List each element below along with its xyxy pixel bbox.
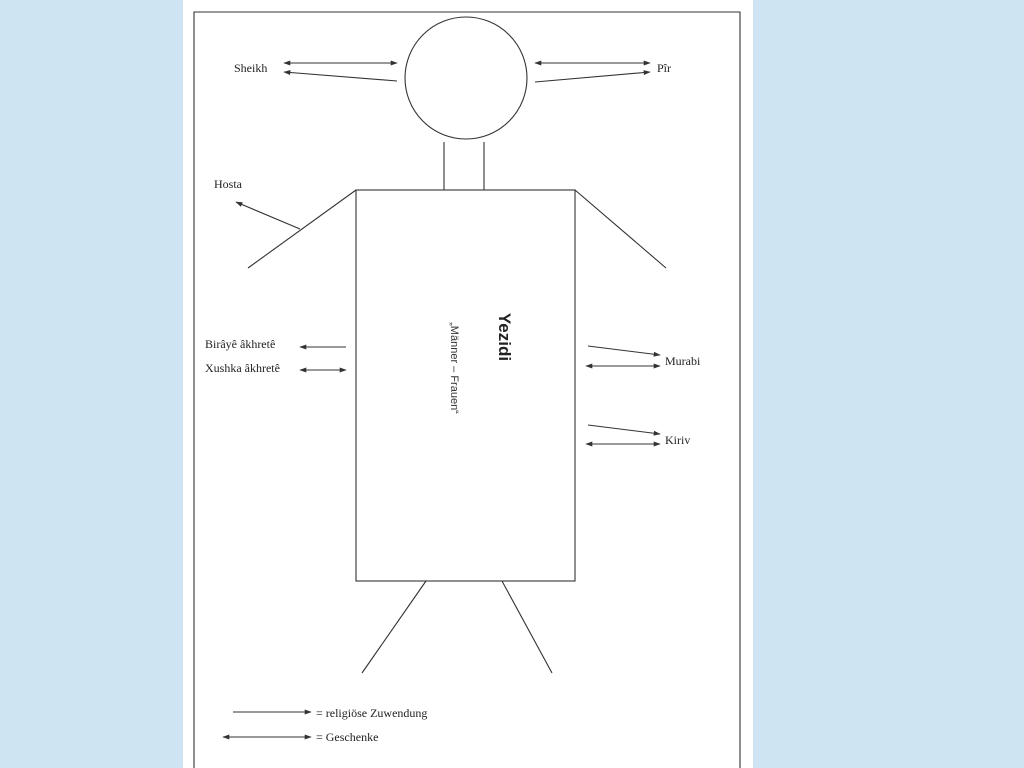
label-biraye: Birâyê âkhretê	[205, 337, 276, 351]
label-kiriv: Kiriv	[665, 433, 691, 447]
label-hosta: Hosta	[214, 177, 242, 191]
label-pir: Pîr	[657, 61, 672, 75]
legend-double-label: = Geschenke	[316, 730, 379, 744]
figure-subtitle: „Männer – Frauen“	[448, 322, 460, 414]
page-sheet	[183, 0, 753, 768]
legend-single-label: = religiöse Zuwendung	[316, 706, 428, 720]
label-murabi: Murabi	[665, 354, 701, 368]
label-xushka: Xushka âkhretê	[205, 361, 280, 375]
figure-title: Yezidi	[495, 312, 514, 362]
label-sheikh: Sheikh	[234, 61, 268, 75]
